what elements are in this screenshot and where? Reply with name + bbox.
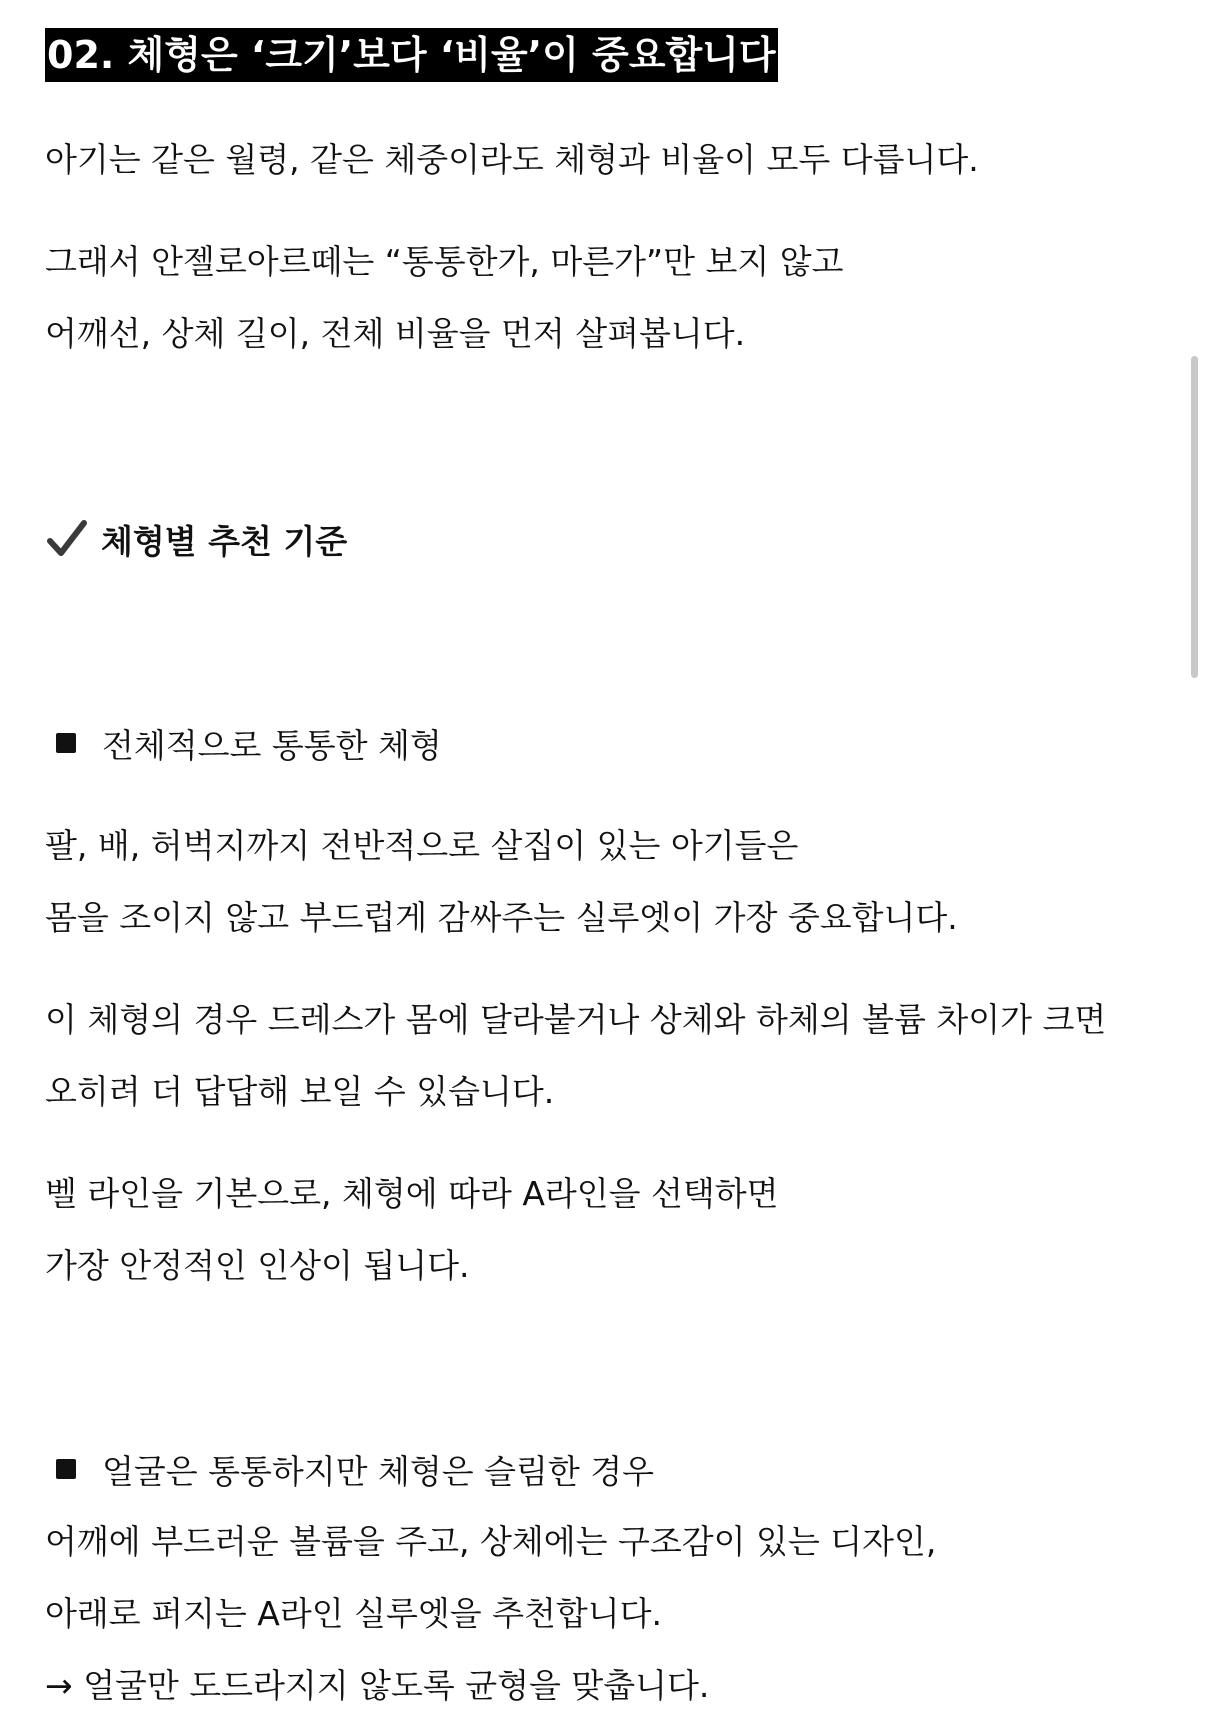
criteria-heading <box>45 514 347 564</box>
section-title: 02. 체형은 ‘크기’보다 ‘비율’이 중요합니다 <box>45 28 778 82</box>
section1-para1-line2: 몸을 조이지 않고 부드럽게 감싸주는 실루엣이 가장 중요합니다. <box>45 898 958 937</box>
section1-para3-line1: 벨 라인을 기본으로, 체형에 따라 A라인을 선택하면 <box>45 1174 779 1213</box>
intro-line-1: 아기는 같은 월령, 같은 체중이라도 체형과 비율이 모두 다릅니다. <box>45 140 979 179</box>
section1-para3-line2: 가장 안정적인 인상이 됩니다. <box>45 1246 470 1285</box>
vertical-scrollbar[interactable] <box>1191 356 1198 678</box>
criteria-heading-label: 체형별 추천 기준 <box>101 521 348 561</box>
section2-line3: → 얼굴만 도드라지지 않도록 균형을 맞춥니다. <box>45 1666 710 1705</box>
section1-para2-line2: 오히려 더 답답해 보일 수 있습니다. <box>45 1072 555 1111</box>
black-square-icon <box>56 1459 76 1479</box>
black-square-icon <box>56 733 76 753</box>
section1-heading <box>56 720 442 766</box>
intro-line-2: 그래서 안젤로아르떼는 “통통한가, 마른가”만 보지 않고 <box>45 242 844 281</box>
section2-line2: 아래로 퍼지는 A라인 실루엣을 추천합니다. <box>45 1594 662 1633</box>
section1-para1-line1: 팔, 배, 허벅지까지 전반적으로 살집이 있는 아기들은 <box>45 826 799 865</box>
intro-line-3: 어깨선, 상체 길이, 전체 비율을 먼저 살펴봅니다. <box>45 314 746 353</box>
section2-heading <box>56 1446 654 1492</box>
section2-line1: 어깨에 부드러운 볼륨을 주고, 상체에는 구조감이 있는 디자인, <box>45 1522 937 1561</box>
checkmark-icon <box>45 517 89 561</box>
section1-heading-label: 전체적으로 통통한 체형 <box>102 725 442 765</box>
section2-heading-label: 얼굴은 통통하지만 체형은 슬림한 경우 <box>102 1451 655 1491</box>
section1-para2-line1: 이 체형의 경우 드레스가 몸에 달라붙거나 상체와 하체의 볼륨 차이가 크면 <box>45 1000 1107 1039</box>
